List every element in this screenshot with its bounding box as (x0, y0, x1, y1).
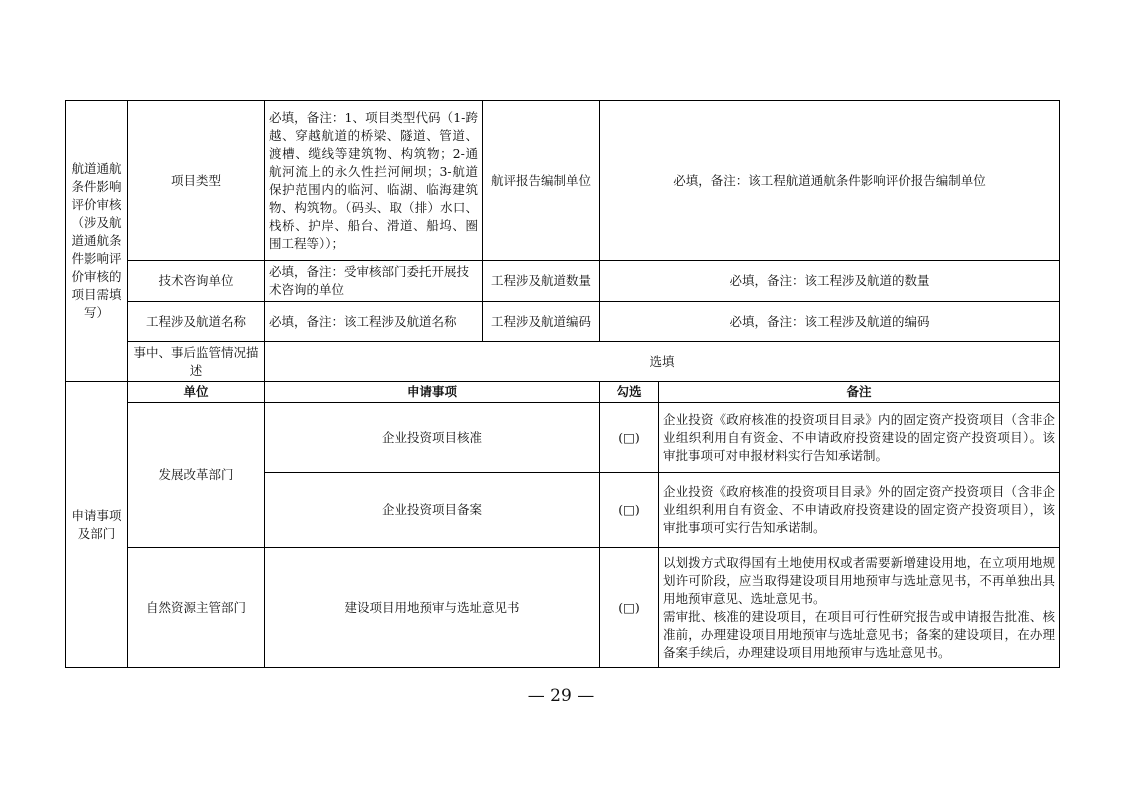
field-channel-name: 工程涉及航道名称 (128, 302, 265, 342)
field-supervision: 事中、事后监管情况描述 (128, 342, 265, 382)
value-supervision: 选填 (265, 342, 1060, 382)
header-unit: 单位 (128, 382, 265, 403)
field-channel-count: 工程涉及航道数量 (483, 261, 600, 302)
note-approval: 企业投资《政府核准的投资项目目录》内的固定资产投资项目（含非企业组织利用自有资金、不申请政府投资建设的固定资产投资项目）。该审批事项可对申报材料实行告知承诺制。 (659, 403, 1060, 473)
page-number: — 29 — (527, 686, 595, 706)
note-land-site (659, 548, 1060, 668)
unit-natural-resources: 自然资源主管部门 (128, 548, 265, 668)
note-land-site-para1: 以划拨方式取得国有土地使用权或者需要新增建设用地，在立项用地规划许可阶段，应当取得建设项目用地预审与选址意见书，不再单独出具用地预审意见、选址意见书。 (663, 554, 1056, 606)
item-approval: 企业投资项目核准 (265, 403, 600, 473)
value-channel-code: 必填，备注：该工程涉及航道的编码 (600, 302, 1060, 342)
section1-label: 航道通航条件影响评价审核（涉及航道通航条件影响评价审核的项目需填写） (66, 101, 128, 382)
value-channel-count: 必填，备注：该工程涉及航道的数量 (600, 261, 1060, 302)
value-project-type: 必填，备注：1、项目类型代码（1-跨越、穿越航道的桥梁、隧道、管道、渡槽、缆线等建筑物、构筑物；2-通航河流上的永久性拦河闸坝；3-航道保护范围内的临河、临湖、临海建筑物、构筑物。（码头、取（排）水口、栈桥、护岸、船台、滑道、船坞、圈围工程等））； (265, 101, 483, 261)
header-note: 备注 (659, 382, 1060, 403)
value-consult-unit: 必填，备注：受审核部门委托开展技术咨询的单位 (265, 261, 483, 302)
item-land-site: 建设项目用地预审与选址意见书 (265, 548, 600, 668)
field-project-type: 项目类型 (128, 101, 265, 261)
form-table (65, 100, 1060, 668)
item-filing: 企业投资项目备案 (265, 473, 600, 548)
check-approval[interactable]: (□) (600, 403, 659, 473)
field-report-unit: 航评报告编制单位 (483, 101, 600, 261)
value-report-unit: 必填，备注：该工程航道通航条件影响评价报告编制单位 (600, 101, 1060, 261)
section2-label: 申请事项及部门 (66, 382, 128, 668)
check-land-site[interactable]: (□) (600, 548, 659, 668)
field-consult-unit: 技术咨询单位 (128, 261, 265, 302)
check-filing[interactable]: (□) (600, 473, 659, 548)
note-land-site-para2: 需审批、核准的建设项目，在项目可行性研究报告或申请报告批准、核准前，办理建设项目用地预审与选址意见书；备案的建设项目，在办理备案手续后，办理建设项目用地预审与选址意见书。 (663, 608, 1056, 660)
note-filing: 企业投资《政府核准的投资项目目录》外的固定资产投资项目（含非企业组织利用自有资金、不申请政府投资建设的固定资产投资项目），该审批事项可实行告知承诺制。 (659, 473, 1060, 548)
value-channel-name: 必填，备注：该工程涉及航道名称 (265, 302, 483, 342)
header-check: 勾选 (600, 382, 659, 403)
field-channel-code: 工程涉及航道编码 (483, 302, 600, 342)
unit-development-reform: 发展改革部门 (128, 403, 265, 548)
header-item: 申请事项 (265, 382, 600, 403)
